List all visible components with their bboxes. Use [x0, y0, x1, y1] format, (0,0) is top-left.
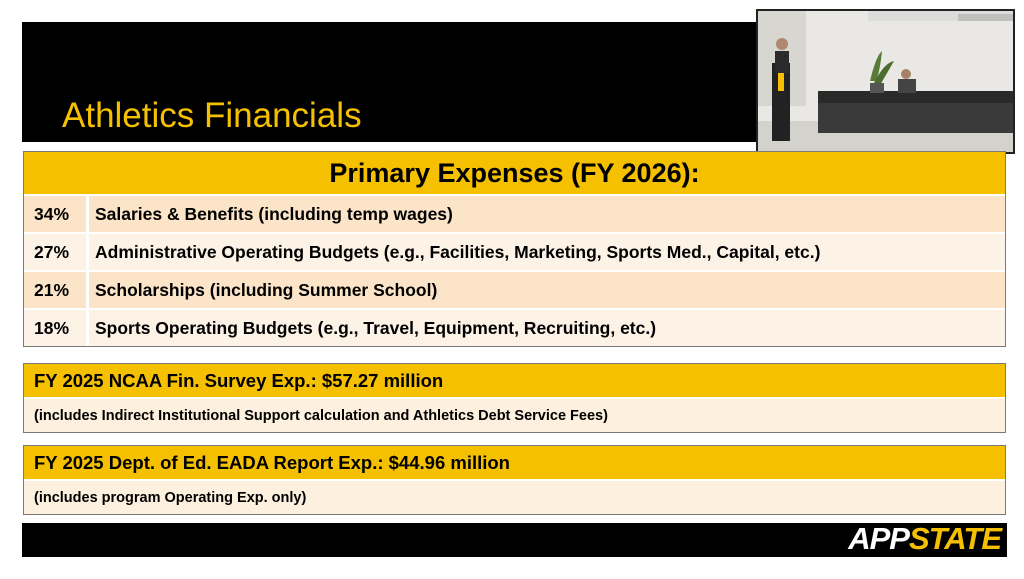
- page-title: Athletics Financials: [62, 96, 362, 135]
- footer-bar: [22, 523, 1007, 557]
- expense-label: Sports Operating Budgets (e.g., Travel, Equipment, Recruiting, etc.): [89, 310, 1005, 346]
- expense-percent: 18%: [24, 310, 86, 346]
- expense-row: [24, 234, 1005, 270]
- expense-row: [24, 272, 1005, 308]
- speaker-video-feed[interactable]: [756, 9, 1015, 154]
- expense-label: Scholarships (including Summer School): [89, 272, 1005, 308]
- primary-expenses-panel: [23, 151, 1006, 347]
- expense-label: Administrative Operating Budgets (e.g., Facilities, Marketing, Sports Med., Capital, etc.): [89, 234, 1005, 270]
- eada-report-panel: [23, 445, 1006, 515]
- expense-percent: 21%: [24, 272, 86, 308]
- ncaa-survey-note: (includes Indirect Institutional Support calculation and Athletics Debt Service Fees): [24, 399, 1005, 432]
- primary-expenses-title: Primary Expenses (FY 2026):: [329, 157, 700, 188]
- expense-label: Salaries & Benefits (including temp wages): [89, 196, 1005, 232]
- expense-percent: 34%: [24, 196, 86, 232]
- primary-expenses-header: [24, 152, 1005, 194]
- logo-app-text: APP: [848, 521, 909, 556]
- logo-state-text: STATE: [908, 521, 1001, 556]
- eada-report-note: (includes program Operating Exp. only): [24, 481, 1005, 514]
- expense-row: [24, 310, 1005, 346]
- expense-percent: 27%: [24, 234, 86, 270]
- expense-row: [24, 196, 1005, 232]
- eada-report-headline: FY 2025 Dept. of Ed. EADA Report Exp.: $44.96 million: [24, 446, 1005, 479]
- ncaa-survey-panel: [23, 363, 1006, 433]
- ncaa-survey-headline: FY 2025 NCAA Fin. Survey Exp.: $57.27 million: [24, 364, 1005, 397]
- video-scene: [758, 11, 1013, 152]
- appstate-logo: [848, 521, 1001, 557]
